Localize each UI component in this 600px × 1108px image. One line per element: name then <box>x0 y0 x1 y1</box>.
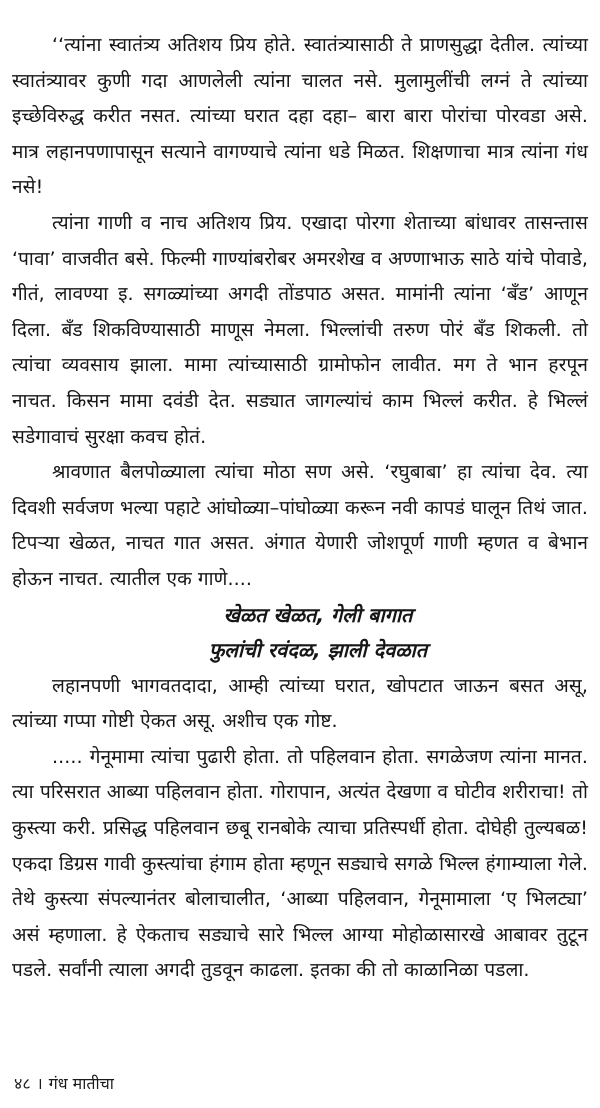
page-body <box>12 28 588 989</box>
paragraph-genumama-story: ..... गेनूमामा त्यांचा पुढारी होता. तो पहिलवान होता. सगळेजण त्यांना मानत. त्या परिसरात आब्या पहिलवान होता. गोरापान, अत्यंत देखणा व घोटीव शरीराचा! तो कुस्त्या करी. प्रसिद्ध पहिलवान छबू रानबोके त्याचा प्रतिस्पर्धी होता. दोघेही तुल्यबळ! एकदा डिग्रस गावी कुस्त्यांचा हंगाम होता म्हणून सड्याचे सगळे भिल्ल हंगाम्याला गेले. तेथे कुस्त्या संपल्यानंतर बोलाचालीत, ‘आब्या पहिलवान, गेनूमामाला ‘ए भिलट्या’ असं म्हणाला. हे ऐकताच सड्याचे सारे भिल्ल आग्या मोहोळासारखे आबावर तुटून पडले. सर्वांनी त्याला अगदी तुडवून काढला. इतका की तो काळानिळा पडला. <box>12 745 588 982</box>
footer-separator: । <box>36 1074 43 1093</box>
page-number: ४८ <box>14 1074 31 1093</box>
verse-line-2: फुलांची रवंदळ, झाली देवळात <box>208 638 428 663</box>
paragraph-festival: श्रावणात बैलपोळ्याला त्यांचा मोठा सण असे. ‘रघुबाबा’ हा त्यांचा देव. त्या दिवशी सर्वजण भल्या पहाटे आंघोळ्या–पांघोळ्या करून नवी कापडं घालून तिथं जात. टिपऱ्या खेळत, नाचत गात असत. अंगात येणारी जोशपूर्ण गाणी म्हणत व बेभान होऊन नाचत. त्यातील एक गाणे.... <box>12 461 588 590</box>
verse-line-1: खेळत खेळत, गेली बागात <box>223 602 413 627</box>
paragraph-freedom: ‘‘त्यांना स्वातंत्र्य अतिशय प्रिय होते. स्वातंत्र्यासाठी ते प्राणसुद्धा देतील. त्यांच्या स्वातंत्र्यावर कुणी गदा आणलेली त्यांना चालत नसे. मुलामुलींची लग्नं ते त्यांच्या इच्छेविरुद्ध करीत नसत. त्यांच्या घरात दहा दहा– बारा बारा पोरांचा पोरवडा असे. मात्र लहानपणापासून सत्याने वागण्याचे त्यांना धडे मिळत. शिक्षणाचा मात्र त्यांना गंध नसे! <box>12 34 588 199</box>
paragraph-songs-dance: त्यांना गाणी व नाच अतिशय प्रिय. एखादा पोरगा शेताच्या बांधावर तासन्तास ‘पावा’ वाजवीत बसे. फिल्मी गाण्यांबरोबर अमरशेख व अण्णाभाऊ साठे यांचे पोवाडे, गीतं, लावण्या इ. सगळ्यांच्या अगदी तोंडपाठ असत. मामांनी त्यांना ‘बँड’ आणून दिला. बँड शिकविण्यासाठी माणूस नेमला. भिल्लांची तरुण पोरं बँड शिकली. तो त्यांचा व्यवसाय झाला. मामा त्यांच्यासाठी ग्रामोफोन लावीत. मग ते भान हरपून नाचत. किसन मामा दवंडी देत. सड्यात जागल्यांचं काम भिल्लं करीत. हे भिल्लं सडेगावाचं सुरक्षा कवच होतं. <box>12 211 588 448</box>
page-footer <box>14 1074 114 1094</box>
paragraph-childhood: लहानपणी भागवतदादा, आम्ही त्यांच्या घरात, खोपटात जाऊन बसत असू, त्यांच्या गप्पा गोष्टी ऐकत असू. अशीच एक गोष्ट. <box>12 674 588 733</box>
book-title: गंध मातीचा <box>48 1074 114 1093</box>
